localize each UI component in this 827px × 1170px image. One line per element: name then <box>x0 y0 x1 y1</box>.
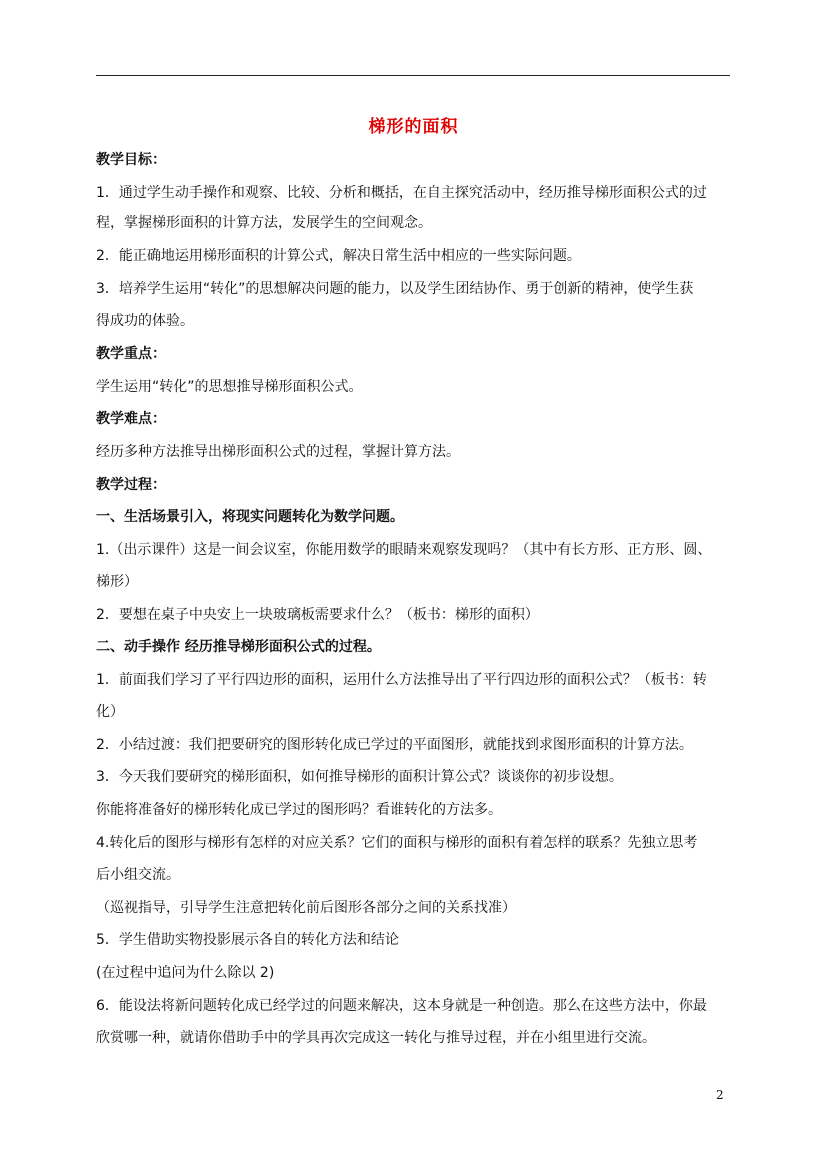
paragraph-line: 1.（出示课件）这是一间会议室，你能用数学的眼睛来观察发现吗？（其中有长方形、正方形、圆、 <box>96 542 712 558</box>
heading-process: 教学过程： <box>96 477 166 493</box>
heading-objectives: 教学目标： <box>96 152 166 168</box>
paragraph-line: 梯形） <box>96 574 138 590</box>
paragraph-line: 2．能正确地运用梯形面积的计算公式，解决日常生活中相应的一些实际问题。 <box>96 248 581 264</box>
header-rule <box>96 75 730 76</box>
paragraph-line: 欣赏哪一种，就请你借助手中的学具再次完成这一转化与推导过程，并在小组里进行交流。 <box>96 1030 656 1046</box>
section-heading-1: 一、生活场景引入，将现实问题转化为数学问题。 <box>96 509 404 525</box>
paragraph-line: 经历多种方法推导出梯形面积公式的过程，掌握计算方法。 <box>96 444 460 460</box>
heading-key-points: 教学重点： <box>96 346 166 362</box>
paragraph-line: 程，掌握梯形面积的计算方法，发展学生的空间观念。 <box>96 215 432 231</box>
paragraph-line: （巡视指导，引导学生注意把转化前后图形各部分之间的关系找准） <box>96 900 516 916</box>
page-title: 梯形的面积 <box>368 117 459 137</box>
paragraph-line: 你能将准备好的梯形转化成已学过的图形吗？看谁转化的方法多。 <box>96 802 502 818</box>
paragraph-line: 2．小结过渡：我们把要研究的图形转化成已学过的平面图形，就能找到求图形面积的计算方法。 <box>96 737 693 753</box>
paragraph-line: 学生运用“转化”的思想推导梯形面积公式。 <box>96 379 363 395</box>
page-number: 2 <box>716 1088 724 1102</box>
paragraph-line: 得成功的体验。 <box>96 313 194 329</box>
paragraph-line: 3．今天我们要研究的梯形面积，如何推导梯形的面积计算公式？谈谈你的初步设想。 <box>96 769 623 785</box>
paragraph-line: 后小组交流。 <box>96 867 180 883</box>
paragraph-line: 4.转化后的图形与梯形有怎样的对应关系？它们的面积与梯形的面积有着怎样的联系？先独立思考 <box>96 835 698 851</box>
section-heading-2: 二、动手操作 经历推导梯形面积公式的过程。 <box>96 639 381 655</box>
heading-difficulties: 教学难点： <box>96 411 166 427</box>
paragraph-line: 2．要想在桌子中央安上一块玻璃板需要求什么？（板书：梯形的面积） <box>96 607 539 623</box>
paragraph-line: 1．前面我们学习了平行四边形的面积，运用什么方法推导出了平行四边形的面积公式？（板书：转 <box>96 672 707 688</box>
paragraph-line: 6．能设法将新问题转化成已经学过的问题来解决，这本身就是一种创造。那么在这些方法中，你最 <box>96 998 707 1014</box>
paragraph-line: 化） <box>96 704 124 720</box>
paragraph-line: 5．学生借助实物投影展示各自的转化方法和结论 <box>96 932 399 948</box>
paragraph-line: (在过程中追问为什么除以 2) <box>96 965 275 981</box>
paragraph-line: 3．培养学生运用“转化”的思想解决问题的能力，以及学生团结协作、勇于创新的精神，使学生获 <box>96 281 694 297</box>
paragraph-line: 1．通过学生动手操作和观察、比较、分析和概括，在自主探究活动中，经历推导梯形面积公式的过 <box>96 185 707 201</box>
